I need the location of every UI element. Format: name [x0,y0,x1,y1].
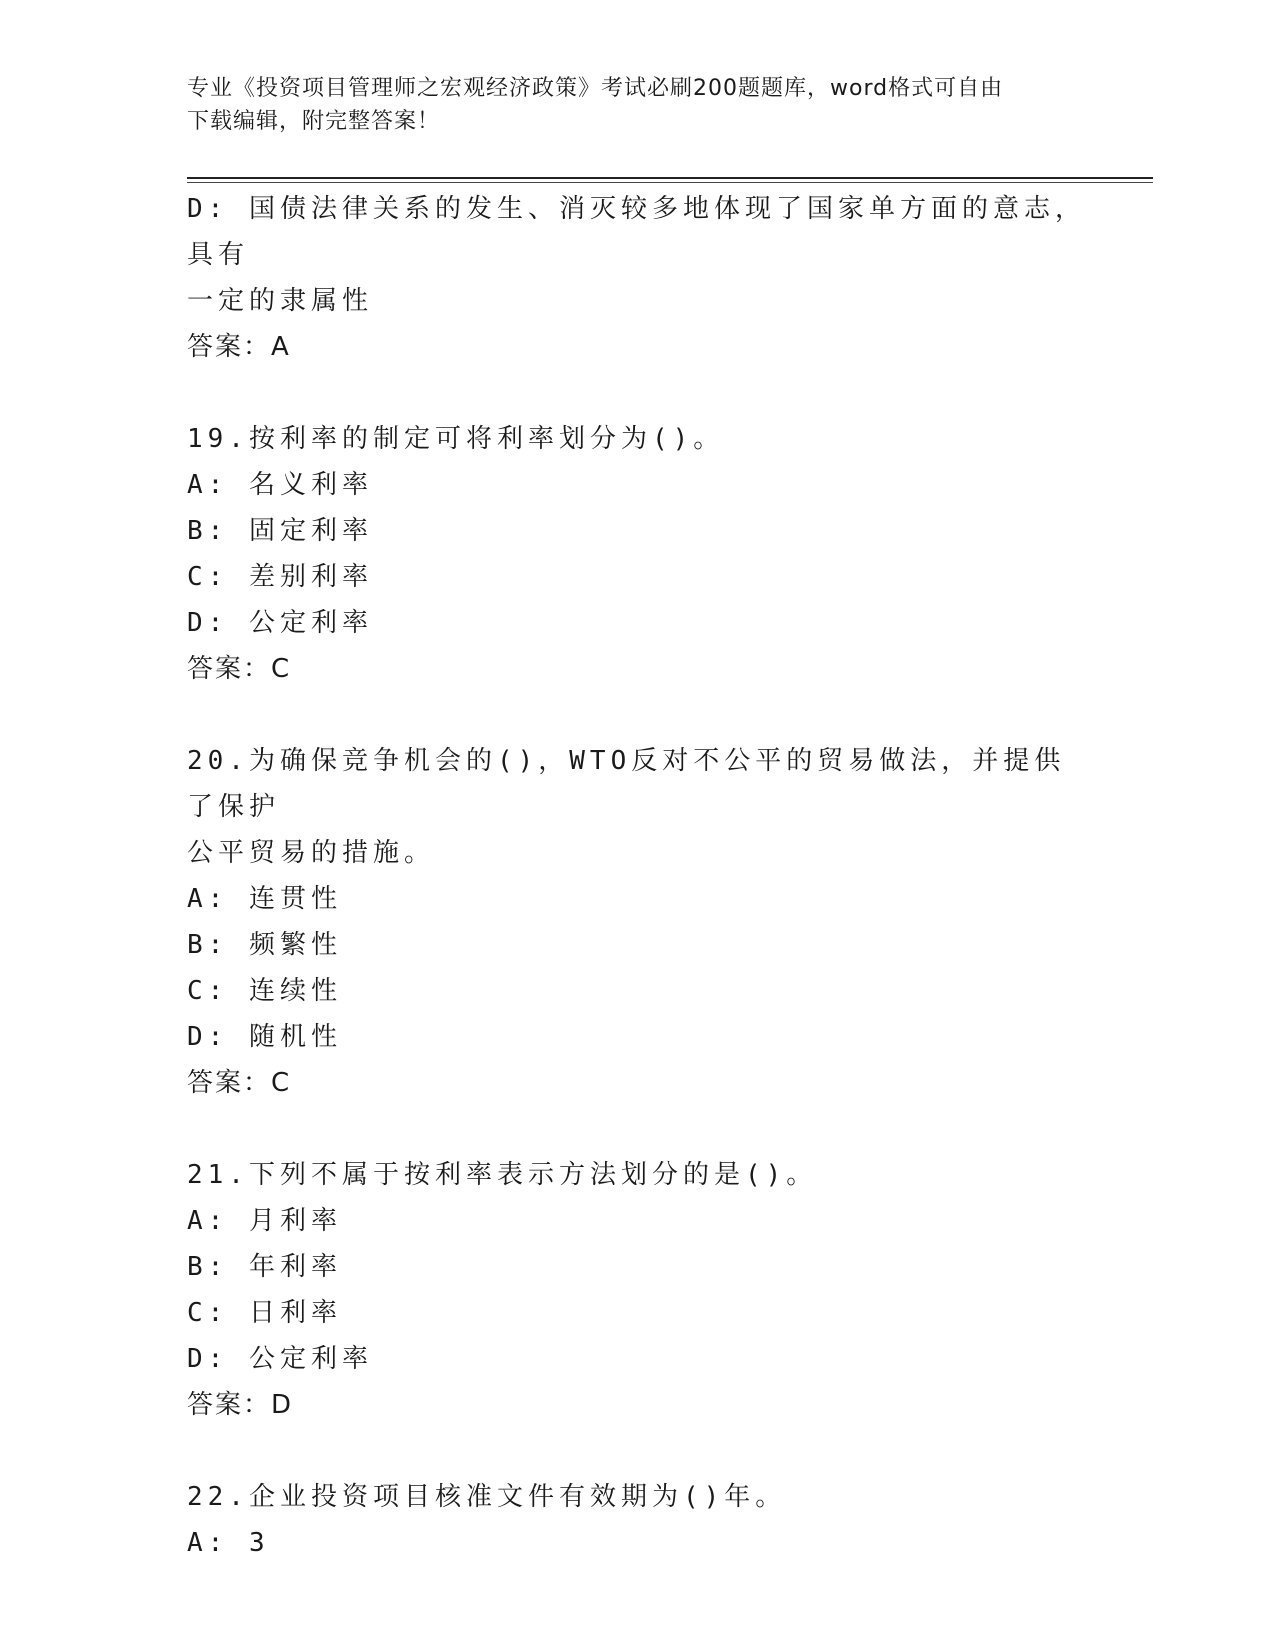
question-19 [187,416,1087,692]
header-divider-thin [187,182,1153,183]
header-line-2: 下载编辑，附完整答案！ [187,109,441,134]
option-a: A: 连贯性 [187,884,342,914]
option-d: D: 公定利率 [187,1344,373,1374]
question-20 [187,738,1087,1106]
option-c: C: 连续性 [187,976,342,1006]
question-22 [187,1474,1087,1566]
answer-line: 答案：C [187,654,292,684]
spacer [187,1106,1087,1152]
answer-line: 答案：C [187,1068,292,1098]
option-d: D: 随机性 [187,1022,342,1052]
spacer [187,692,1087,738]
header-divider-thick [187,177,1153,179]
header-line-1: 专业《投资项目管理师之宏观经济政策》考试必刷200题题库，word格式可自由 [187,76,1004,101]
spacer [187,1428,1087,1474]
option-a: A: 月利率 [187,1206,342,1236]
option-b: B: 频繁性 [187,930,342,960]
question-stem: 19.按利率的制定可将利率划分为()。 [187,424,725,454]
spacer [187,370,1087,416]
option-b: B: 年利率 [187,1252,342,1282]
option-c: C: 日利率 [187,1298,342,1328]
option-d-line-2: 一定的隶属性 [187,286,374,316]
option-a: A: 名义利率 [187,470,373,500]
question-stem: 22.企业投资项目核准文件有效期为()年。 [187,1482,787,1512]
question-stem: 21.下列不属于按利率表示方法划分的是()。 [187,1160,818,1190]
answer-line: 答案：A [187,332,291,362]
option-c: C: 差别利率 [187,562,373,592]
option-d-line-1: D: 国债法律关系的发生、消灭较多地体现了国家单方面的意志，具有 [187,194,1086,270]
option-a: A: 3 [187,1528,270,1558]
option-d: D: 公定利率 [187,608,373,638]
question-list [187,186,1087,1566]
document-header [187,72,1077,138]
option-b: B: 固定利率 [187,516,373,546]
question-21 [187,1152,1087,1428]
question-18-continuation [187,186,1087,370]
answer-line: 答案：D [187,1390,294,1420]
question-stem: 20.为确保竞争机会的()，WTO反对不公平的贸易做法，并提供了保护 [187,746,1066,822]
question-stem-continued: 公平贸易的措施。 [187,838,436,868]
